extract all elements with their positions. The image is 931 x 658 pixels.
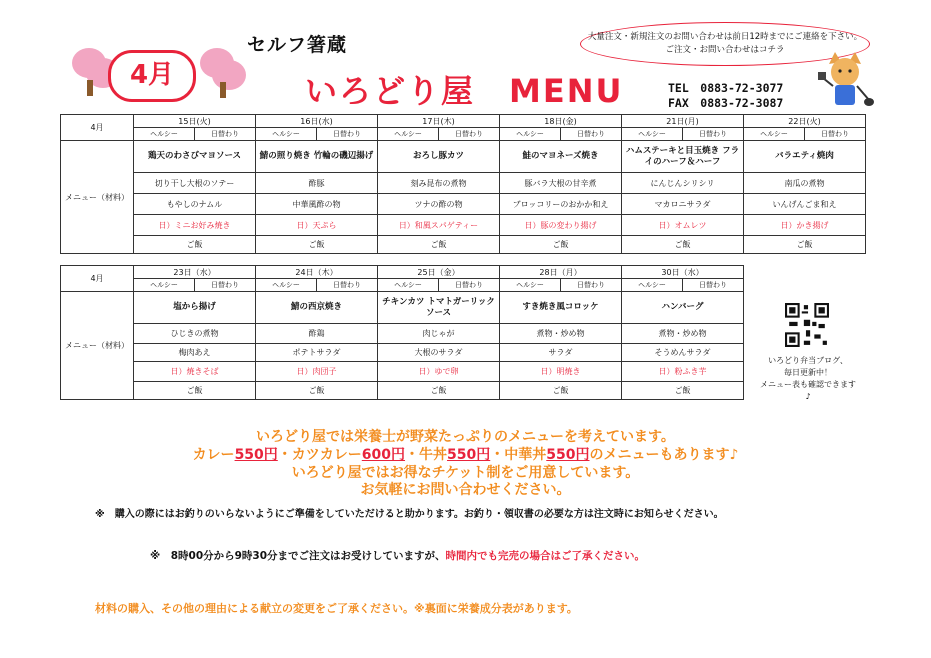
price-text: ・中華丼 (490, 447, 547, 463)
price-value: 550円 (234, 447, 278, 463)
side-dish: ひじきの煮物 (134, 324, 256, 344)
daily-special: 日）和風スパゲティー (378, 215, 500, 236)
healthy-label: ヘルシー (134, 128, 195, 141)
side-dish: ポテトサラダ (256, 344, 378, 362)
side-dish: 豚バラ大根の甘辛煮 (500, 173, 622, 194)
side-dish: ツナの酢の物 (378, 194, 500, 215)
side-dish: いんげんごま和え (744, 194, 866, 215)
price-text: のメニューもあります♪ (589, 447, 739, 463)
contact-message: お気軽にお問い合わせください。 (360, 482, 571, 498)
month-cell: 4月 (61, 115, 134, 141)
day-header: 30日（水） (622, 266, 744, 279)
price-message (0, 444, 931, 464)
day-header: 15日(火) (134, 115, 256, 128)
blog-note (758, 355, 858, 403)
day-header: 28日（月） (500, 266, 622, 279)
menu-table-week1 (60, 114, 866, 254)
qr-code-icon[interactable] (785, 303, 829, 347)
daily-special: 日）ミニお好み焼き (134, 215, 256, 236)
cat-chef-icon (815, 50, 875, 110)
rice: ご飯 (378, 236, 500, 254)
rice: ご飯 (134, 382, 256, 400)
side-dish: にんじんシリシリ (622, 173, 744, 194)
day-header: 23日（水） (134, 266, 256, 279)
healthy-label: ヘルシー (134, 279, 195, 292)
price-value: 550円 (447, 447, 491, 463)
rice: ご飯 (256, 236, 378, 254)
contact-info (668, 81, 783, 111)
daily-special: 日）肉団子 (256, 362, 378, 382)
daily-label: 日替わり (683, 279, 744, 292)
side-dish: 中華風酢の物 (256, 194, 378, 215)
side-dish: 酢鶏 (256, 324, 378, 344)
day-header: 24日（木） (256, 266, 378, 279)
rice: ご飯 (622, 236, 744, 254)
rice: ご飯 (500, 236, 622, 254)
side-dish: 刻み昆布の煮物 (378, 173, 500, 194)
daily-special: 日）焼きそば (134, 362, 256, 382)
main-dish: 鯖の西京焼き (256, 292, 378, 324)
order-time-note (150, 548, 645, 563)
daily-label: 日替わり (439, 128, 500, 141)
side-dish: そうめんサラダ (622, 344, 744, 362)
side-dish: 肉じゃが (378, 324, 500, 344)
main-dish: 鮭のマヨネーズ焼き (500, 141, 622, 173)
healthy-label: ヘルシー (256, 128, 317, 141)
day-header: 21日(月) (622, 115, 744, 128)
side-dish: 梅肉あえ (134, 344, 256, 362)
healthy-label: ヘルシー (378, 128, 439, 141)
daily-label: 日替わり (561, 279, 622, 292)
side-dish: ブロッコリーのおかか和え (500, 194, 622, 215)
rice: ご飯 (256, 382, 378, 400)
menu-label: メニュー（材料） (61, 141, 134, 254)
menu-table-week2 (60, 265, 744, 400)
rice: ご飯 (744, 236, 866, 254)
price-value: 600円 (361, 447, 406, 463)
daily-special: 日）天ぷら (256, 215, 378, 236)
healthy-label: ヘルシー (500, 279, 561, 292)
sold-out-text: 時間内でも完売の場合はご了承ください。 (445, 550, 646, 562)
main-dish: すき焼き風コロッケ (500, 292, 622, 324)
blog-line-2: 毎日更新中！ (784, 368, 832, 377)
notice-line-2: ご注文・お問い合わせはコチラ (665, 45, 785, 55)
nutrition-message: いろどり屋では栄養士が野菜たっぷりのメニューを考えています。 (256, 429, 675, 445)
main-dish: おろし豚カツ (378, 141, 500, 173)
healthy-label: ヘルシー (622, 279, 683, 292)
healthy-label: ヘルシー (256, 279, 317, 292)
price-text: ・カツカレー (277, 447, 362, 463)
main-dish: 塩から揚げ (134, 292, 256, 324)
page-title: いろどり屋 MENU (305, 72, 624, 110)
day-header: 16日(水) (256, 115, 378, 128)
fax-number: FAX 0883-72-3087 (668, 96, 784, 110)
tel-number: TEL 0883-72-3077 (668, 81, 784, 95)
daily-special: 日）豚の変わり揚げ (500, 215, 622, 236)
healthy-label: ヘルシー (500, 128, 561, 141)
side-dish: 大根のサラダ (378, 344, 500, 362)
healthy-label: ヘルシー (378, 279, 439, 292)
price-text: カレー (192, 447, 235, 463)
rice: ご飯 (134, 236, 256, 254)
side-dish: 南瓜の煮物 (744, 173, 866, 194)
side-dish: マカロニサラダ (622, 194, 744, 215)
main-dish: チキンカツ トマトガーリックソース (378, 292, 500, 324)
ticket-message: いろどり屋ではお得なチケット制をご用意しています。 (291, 465, 640, 481)
menu-label: メニュー（材料） (61, 292, 134, 400)
day-header: 18日(金) (500, 115, 622, 128)
daily-label: 日替わり (805, 128, 866, 141)
main-dish: 鯖の照り焼き 竹輪の磯辺揚げ (256, 141, 378, 173)
payment-note: ※ 購入の際にはお釣りのいらないようにご準備をしていただけると助かります。お釣り・領収書の必要な方は注文時にお知らせください。 (95, 509, 724, 520)
daily-label: 日替わり (683, 128, 744, 141)
daily-special: 日）粉ふき芋 (622, 362, 744, 382)
daily-label: 日替わり (195, 279, 256, 292)
brand-name: セルフ箸蔵 (247, 34, 348, 56)
daily-special: 日）かき揚げ (744, 215, 866, 236)
rice: ご飯 (622, 382, 744, 400)
side-dish: サラダ (500, 344, 622, 362)
main-dish: ハムステーキと目玉焼き フライのハーフ＆ハーフ (622, 141, 744, 173)
main-dish: ハンバーグ (622, 292, 744, 324)
notice-line-1: 大量注文・新規注文のお問い合わせは前日12時までにご連絡を下さい。 (587, 32, 863, 42)
daily-label: 日替わり (561, 128, 622, 141)
side-dish: 煮物・炒め物 (622, 324, 744, 344)
daily-special: 日）明焼き (500, 362, 622, 382)
day-header: 17日(木) (378, 115, 500, 128)
day-header: 22日(火) (744, 115, 866, 128)
blog-line-3: メニュー表も確認できます♪ (760, 380, 856, 401)
rice: ご飯 (500, 382, 622, 400)
main-dish: 鶏天のわさびマヨソース (134, 141, 256, 173)
side-dish: 酢豚 (256, 173, 378, 194)
order-time-text: ※ 8時00分から9時30分までご注文はお受けしていますが、 (150, 550, 446, 562)
day-header: 25日（金） (378, 266, 500, 279)
blog-line-1: いろどり弁当ブログ、 (768, 356, 848, 365)
price-text: ・牛丼 (405, 447, 448, 463)
price-value: 550円 (546, 447, 590, 463)
side-dish: 煮物・炒め物 (500, 324, 622, 344)
rice: ご飯 (378, 382, 500, 400)
healthy-label: ヘルシー (622, 128, 683, 141)
month-cell: 4月 (61, 266, 134, 292)
daily-label: 日替わり (317, 128, 378, 141)
side-dish: もやしのナムル (134, 194, 256, 215)
menu-change-note: 材料の購入、その他の理由による献立の変更をご了承ください。※裏面に栄養成分表があります。 (95, 602, 578, 615)
month-badge: 4月 (108, 50, 196, 102)
main-dish: バラエティ焼肉 (744, 141, 866, 173)
daily-label: 日替わり (195, 128, 256, 141)
daily-special: 日）ゆで卵 (378, 362, 500, 382)
daily-special: 日）オムレツ (622, 215, 744, 236)
healthy-label: ヘルシー (744, 128, 805, 141)
side-dish: 切り干し大根のソテー (134, 173, 256, 194)
daily-label: 日替わり (317, 279, 378, 292)
daily-label: 日替わり (439, 279, 500, 292)
